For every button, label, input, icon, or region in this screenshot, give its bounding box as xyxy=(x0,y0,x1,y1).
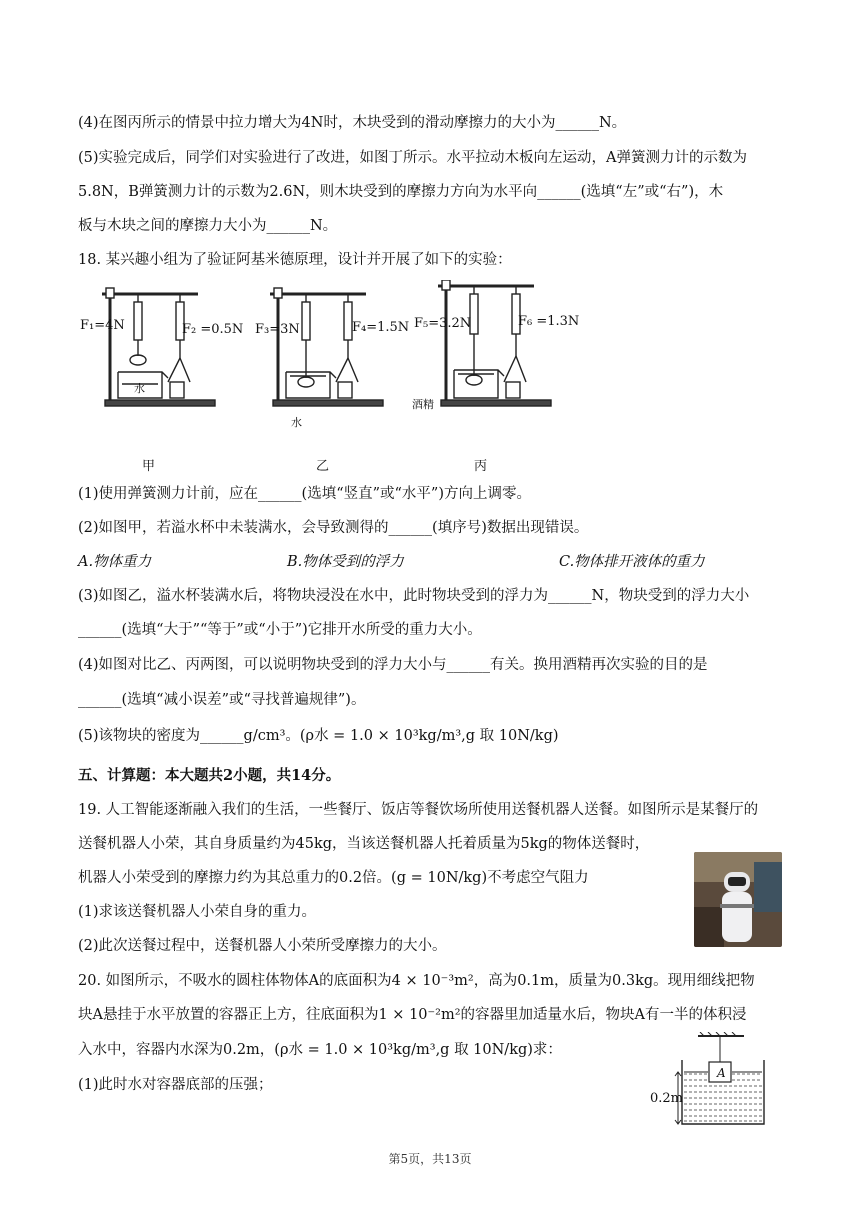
block-a-label: A xyxy=(717,1066,726,1080)
q19-line2: 送餐机器人小荣，其自身质量约为45kg，当该送餐机器人托着质量为5kg的物体送餐时， xyxy=(78,836,650,852)
q19-line1: 19. 人工智能逐渐融入我们的生活，一些餐厅、饭店等餐饮场所使用送餐机器人送餐。如图所示是某餐厅的 xyxy=(78,802,759,818)
label-water-yi: 水 xyxy=(291,416,302,429)
q17-part5-line3: 板与木块之间的摩擦力大小为______N。 xyxy=(78,218,338,234)
q18-stem: 18. 某兴趣小组为了验证阿基米德原理，设计并开展了如下的实验： xyxy=(78,252,512,268)
apparatus-yi xyxy=(270,288,383,406)
option-a: A.物体重力 xyxy=(78,554,152,570)
q19-part1: (1)求该送餐机器人小荣自身的重力。 xyxy=(78,904,317,920)
q19-line3: 机器人小荣受到的摩擦力约为其总重力的0.2倍。(g = 10N/kg)不考虑空气阻力 xyxy=(78,870,589,886)
label-f5: F₅=3.2N xyxy=(414,316,472,331)
robot-photo xyxy=(694,852,782,947)
label-f2: F₂ =0.5N xyxy=(182,322,244,337)
q17-part4: (4)在图丙所示的情景中拉力增大为4N时，木块受到的滑动摩擦力的大小为______N。 xyxy=(78,115,627,131)
caption-jia: 甲 xyxy=(142,459,156,474)
q20-container-figure xyxy=(648,1032,770,1132)
caption-yi: 乙 xyxy=(316,459,330,474)
q18-part1: (1)使用弹簧测力计前，应在______(选填“竖直”或“水平”)方向上调零。 xyxy=(78,486,532,502)
q18-part4-line1: (4)如图对比乙、丙两图，可以说明物块受到的浮力大小与______有关。换用酒精再次实验的目的是 xyxy=(78,657,708,673)
option-c: C.物体排开液体的重力 xyxy=(559,554,705,570)
label-f4: F₄=1.5N xyxy=(352,320,410,335)
page-footer: 第5页，共13页 xyxy=(388,1152,472,1166)
q18-part3-line2: ______(选填“大于”“等于”或“小于”)它排开水所受的重力大小。 xyxy=(78,622,482,638)
apparatus-bing xyxy=(438,280,551,406)
q20-part1: (1)此时水对容器底部的压强； xyxy=(78,1077,273,1093)
section-heading: 五、计算题：本大题共2小题，共14分。 xyxy=(78,767,341,784)
q20-line3: 入水中，容器内水深为0.2m，(ρ水 = 1.0 × 10³kg/m³,g 取 10N/kg)求： xyxy=(78,1042,562,1058)
q17-part5-line2: 5.8N，B弹簧测力计的示数为2.6N，则木块受到的摩擦力方向为水平向______(选填“左”或“右”)，木 xyxy=(78,184,724,200)
q20-line1: 20. 如图所示，不吸水的圆柱体物体A的底面积为4 × 10⁻³m²，高为0.1m，质量为0.3kg。现用细线把物 xyxy=(78,973,755,989)
label-water-jia: 水 xyxy=(134,382,145,395)
apparatus-jia xyxy=(102,288,215,406)
depth-label: 0.2m xyxy=(650,1091,684,1106)
label-f3: F₃=3N xyxy=(255,322,300,337)
label-f1: F₁=4N xyxy=(80,318,125,333)
caption-bing: 丙 xyxy=(474,459,488,474)
label-alcohol: 酒精 xyxy=(412,398,434,411)
q18-part5: (5)该物块的密度为______g/cm³。(ρ水 = 1.0 × 10³kg/m³,g 取 10N/kg) xyxy=(78,728,559,744)
q18-part2: (2)如图甲，若溢水杯中未装满水，会导致测得的______(填序号)数据出现错误。 xyxy=(78,520,589,536)
label-f6: F₆ =1.3N xyxy=(518,314,580,329)
q18-part4-line2: ______(选填“减小误差”或“寻找普遍规律”)。 xyxy=(78,692,366,708)
q19-part2: (2)此次送餐过程中，送餐机器人小荣所受摩擦力的大小。 xyxy=(78,938,447,954)
q17-part5-line1: (5)实验完成后，同学们对实验进行了改进，如图丁所示。水平拉动木板向左运动，A弹簧测力计的示数为 xyxy=(78,150,748,166)
q20-line2: 块A悬挂于水平放置的容器正上方，往底面积为1 × 10⁻²m²的容器里加适量水后，物块A有一半的体积浸 xyxy=(78,1007,747,1023)
q18-figure xyxy=(78,280,598,480)
q18-part3-line1: (3)如图乙，溢水杯装满水后，将物块浸没在水中，此时物块受到的浮力为______N，物块受到的浮力大小 xyxy=(78,588,750,604)
option-b: B.物体受到的浮力 xyxy=(287,554,404,570)
